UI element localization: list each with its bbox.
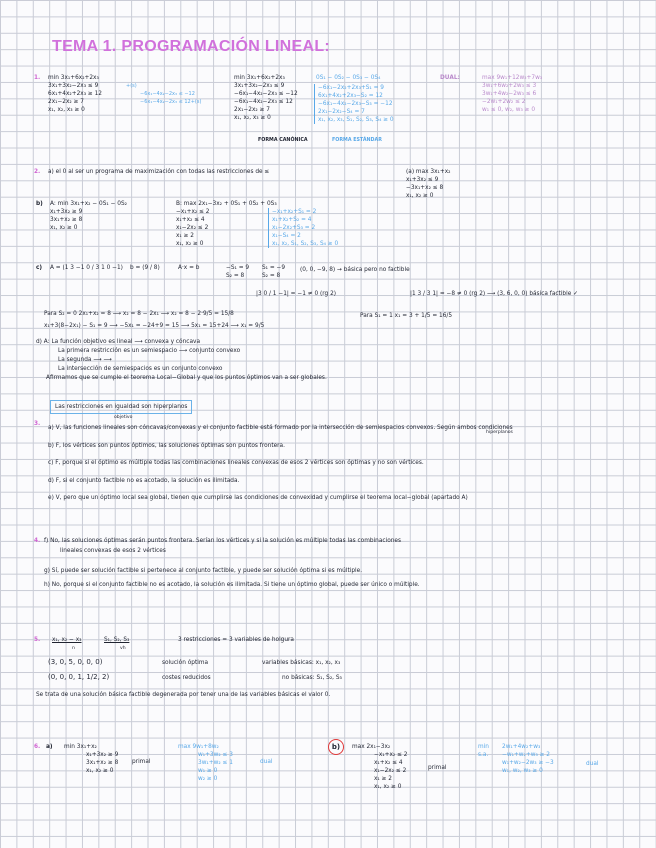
s2-c-matrix-a: A = (1 3 −1 0 / 3 1 0 −1) [50,265,123,271]
s6-line: max 9w₁+8w₂ [178,744,219,750]
s6-line: w₁+3w₂ ≤ 3 [198,752,233,758]
s2-d-line: La segunda ⟶ ⟶ [58,357,112,363]
s3-line: d) F, si el conjunto factible no es acotado, la solución es ilimitada. [48,477,240,484]
s6-line: x₁, x₂ ≥ 0 [86,768,114,774]
s1-line: −6x₁−4x₂−2x₃ ≤ −12 [234,91,298,97]
s2-line: B: max 2x₁−3x₂ + 0S₁ + 0S₂ + 0S₃ [176,201,277,207]
s2-c-det2: |1 3 / 3 1| = −8 ≠ 0 (rg 2) ⟶ (3, 6, 0, 0) básica factible ✓ [410,291,578,297]
s2-line: x₁+3x₂ ≤ 9 [406,177,439,183]
s4-line: g) Sí, puede ser solución factible si pertenece al conjunto factible, y puede ser solución óptima si es múltiple. [44,568,363,574]
s2-c-calc1: Para S₂ = 0 2x₁+x₂ = 8 ⟶ x₂ = 8 − 2x₁ ⟶ x₂ = 8 − 2·9/5 = 15/8 [44,311,234,317]
s6-line: 3w₁+w₂ ≤ 1 [198,760,233,766]
s6-line: min 3x₁+x₂ [64,744,97,750]
s2-line: x₁−2x₂+S₃ = 2 [272,225,316,231]
section-1-number: 1. [34,75,41,81]
s1-note: −6x₁−4x₂−2x₃ ≤ 12+(s) [140,99,202,105]
s5-row1-label: solución óptima [162,660,209,666]
s2-b-blue [268,208,338,248]
s6-line: 3x₁+x₂ ≥ 8 [86,760,119,766]
s6-b-dual [502,743,554,775]
s1-line: w₁ ≤ 0, w₂, w₃ ≥ 0 [482,107,536,113]
s6-line: w₁ ≥ 0 [198,768,218,774]
s2-line: x₁−S₄ = 2 [272,233,301,239]
s2-line: S₂ = 8 [226,273,245,279]
s6-a-dual [178,743,233,783]
s2-c-vector-b: b = (9 / 8) [130,265,160,271]
s6-b-dual-head [478,743,489,759]
s1-line: −2w₁+2w₂ ≤ 2 [482,99,526,105]
s3-line: b) F, los vértices son puntos óptimos, las soluciones óptimas son puntos frontera. [48,442,285,449]
s6-line: w₂ ≥ 0 [198,776,218,782]
s3-line: a) V, las funciones lineales son cóncavas/convexas y el conjunto factible está formado por la intersección de semiespacios convexos. Según ambos condiciones [48,425,513,431]
s6-line: min [478,744,489,750]
s1-line: 3w₁+4w₂−2w₃ ≤ 6 [482,91,537,97]
s1-notes [126,82,201,106]
s2-b-mid [176,200,277,248]
s2-line: x₁, x₂ ≥ 0 [176,241,204,247]
s2-b-left [50,200,127,232]
s2-c-calc2: x₁+3(8−2x₁) − S₁ = 9 ⟶ −5x₁ = −24+9 = 15 ⟶ 5x₁ = 15+24 ⟶ x₁ = 9/5 [44,323,265,329]
s1-line: −6x₁−4x₂−2x₃−S₃ = −12 [318,101,393,107]
s5-right-header: 3 restricciones = 3 variables de holgura [178,637,294,643]
s2-c-right: (0, 0, −9, 8) → básica pero no factible [300,267,410,273]
s2-d-line: La intersección de semiespacios es un conjunto convexo [58,366,223,372]
s6-b-dual-label: dual [586,761,599,767]
s5-header-slack: S₁, S₂, S₃ [104,637,130,643]
s2-c-det1: |3 0 / 1 −1| = −1 ≠ 0 (rg 2) [256,291,337,297]
s1-line: min 3x₁+6x₂+2x₃ [48,75,99,81]
s1-line: 2x₁−2x₂ ≥ 7 [234,107,270,113]
s3-note: hiperplanos [486,430,513,435]
s2-c-label: c) [36,265,43,271]
s6-line: max 2x₁−3x₂ [352,744,391,750]
s2-line: −x₁+x₂ ≤ 2 [176,209,210,215]
s1-standard [314,84,394,124]
page-title: TEMA 1. PROGRAMACIÓN LINEAL: [52,38,331,55]
s2-b-label: b) [36,201,43,207]
s4-answers [44,537,420,589]
s5-row2: (0, 0, 0, 1, 1/2, 2) [48,673,110,681]
s2-d-line: La primera restricción es un semiespacio ⟶ conjunto convexo [58,348,241,354]
s6-line: s.a. [478,752,489,758]
s6-a-primal-label: primal [132,759,151,765]
s1-line: 6x₁+4x₂+2x₃ ≥ 12 [48,91,102,97]
s2-line: S₁ = −9 [262,265,286,271]
s4-line: lineales convexas de esos 2 vértices [60,548,166,554]
s2-c-sys2 [262,264,285,280]
s2-c-calc3: Para S₁ = 1 x₁ = 3 + 1/5 = 16/5 [360,313,453,319]
s2-c-sys1 [226,264,249,280]
s1-blue-top: 0S₁ − 0S₂ − 0S₃ − 0S₄ [316,75,381,81]
s6-a-dual-label: dual [260,759,273,765]
s1-line: x₁, x₂, x₃ ≥ 0 [234,115,271,121]
s2-line: S₂ = 8 [262,273,281,279]
section-4-number: 4. [34,538,41,544]
s1-primal [48,74,102,114]
s5-sub-n: n [72,646,75,651]
s2-line: −x₁+x₂+S₁ = 2 [272,209,317,215]
s2-line: x₁+x₂ ≤ 4 [176,217,205,223]
s2-line: 3x₁+x₂ ≥ 8 [50,217,83,223]
s5-row2-right: no básicas: S₁, S₂, S₃ [282,675,342,681]
canonical-label: FORMA CANÓNICA [258,138,308,143]
s6-b-primal-label: primal [428,765,447,771]
s2-line: −S₁ = 9 [226,265,250,271]
s2-c-axb: A·x = b [178,265,200,271]
s2-line: A: min 3x₁+x₂ − 0S₁ − 0S₂ [50,201,127,207]
s6-line: x₁, x₂ ≥ 0 [374,784,402,790]
s5-row2-label: costes reducidos [162,675,211,681]
s2-line: x₁, x₂ ≥ 0 [50,225,78,231]
s1-line: max 9w₁+12w₂+7w₃ [482,75,543,81]
s3-line: e) V, pero que un óptimo local sea global, tienen que cumplirse las condiciones de convexidad y cumplirse el teorema local−global (apartado A) [48,495,468,501]
s2-line: x₁+x₂+S₂ = 4 [272,217,312,223]
s2-line: x₁, x₂ ≥ 0 [406,193,434,199]
s5-header-vars: x₁, x₂ − x₃ [52,637,82,643]
s5-sub-vh: vh [120,646,126,651]
section-3-number: 3. [34,421,41,427]
s5-row1: (3, 0, 5, 0, 0, 0) [48,658,103,666]
s6-line: 2w₁+4w₂+w₃ [502,744,541,750]
s6-line: w₁, w₂, w₃ ≥ 0 [502,768,543,774]
s1-line: −6x₁−2x₂+2x₃+S₁ = 9 [318,85,384,91]
s6-a-primal [64,743,118,775]
s3-line: c) F, porque si el óptimo es múltiple todas las combinaciones lineales convexas de esos 2 vértices son óptimas y no son vértices. [48,460,424,466]
s1-dual [482,74,542,114]
s2-line: x₁ ≥ 2 [176,233,194,239]
s6-b-circled-label: b) [328,739,344,755]
s2-line: x₁−2x₂ ≤ 2 [176,225,209,231]
s1-line: x₁, x₂, x₃ ≥ 0 [48,107,85,113]
s5-row1-right: variables básicas: x₁, x₂, x₃ [262,660,341,666]
s1-line: 3w₁+6w₂+2w₃ ≤ 3 [482,83,537,89]
s1-note: −6x₁−4x₂−2x₃ ≤ −12 [140,91,195,97]
s2-a-box [406,168,450,200]
hyperplane-note-box: Las restricciones en igualdad son hiperplanos [50,400,192,414]
s1-line: 2x₁−2x₂ ≥ 7 [48,99,84,105]
section-5-number: 5. [34,637,41,643]
s6-line: w₁+w₂−2w₃ ≥ −3 [502,760,554,766]
s4-line: h) No, porque si el conjunto factible no es acotado, la solución es ilimitada. Si tiene un óptimo global, puede ser único o múltiple. [44,582,420,588]
s1-line: x₁, x₂, x₃, S₁, S₂, S₃, S₄ ≥ 0 [318,117,394,123]
s2-a: a) el 0 al ser un programa de maximización con todas las restricciones de ≤ [48,169,270,175]
s3-answers [48,420,513,508]
s1-line: 3x₁+3x₂−2x₃ ≤ 9 [48,83,99,89]
dual-label: DUAL: [440,75,460,81]
s2-d [36,338,327,383]
standard-label: FORMA ESTÁNDAR [332,138,382,143]
s2-line: −3x₁+x₂ ≤ 8 [406,185,444,191]
s4-line: f) No, las soluciones óptimas serán puntos frontera. Serían los vértices y si la solución es múltiple todas las combinaciones [44,538,401,544]
s1-line: 2x₁−2x₂−S₄ = 7 [318,109,365,115]
s2-line: x₁, x₂, S₁, S₂, S₃, S₄ ≥ 0 [272,241,339,247]
s1-line: min 3x₁+6x₂+2x₃ [234,75,285,81]
s2-d-line: Afirmamos que se cumple el teorema Local−Global y que los puntos óptimos van a ser globales. [46,375,327,381]
section-6-number: 6. [34,744,41,750]
s2-line: (a) max 3x₁+x₂ [406,169,451,175]
s6-line: x₁−2x₂ ≤ 2 [374,768,407,774]
s6-line: x₁+3x₂ ≥ 9 [86,752,119,758]
s6-line: x₁ ≥ 2 [374,776,392,782]
s1-line: 3x₁+3x₂−2x₃ ≤ 9 [234,83,285,89]
s6-line: −w₁+w₂+w₃ ≥ 2 [502,752,550,758]
s2-d-line: d) A: La función objetivo es lineal ⟶ convexa y cóncava [36,339,201,345]
s6-b-primal [352,743,407,791]
s1-line: −6x₁−4x₂−2x₃ ≤ 12 [234,99,293,105]
s6-line: −x₁+x₂ ≤ 2 [374,752,408,758]
s3-note: objetivo [114,415,133,420]
section-2-number: 2. [34,169,41,175]
s1-line: 6x₁+4x₂+2x₃−S₂ = 12 [318,93,383,99]
s6-line: x₁+x₂ ≤ 4 [374,760,403,766]
s1-note: +(s) [126,83,137,89]
s2-line: x₁+3x₂ ≥ 9 [50,209,83,215]
s6-a-label: a) [46,744,53,750]
s1-canonical [234,74,298,122]
s5-conclusion: Se trata de una solución básica factible degenerada por tener una de las variables básicas el valor 0. [36,692,331,698]
